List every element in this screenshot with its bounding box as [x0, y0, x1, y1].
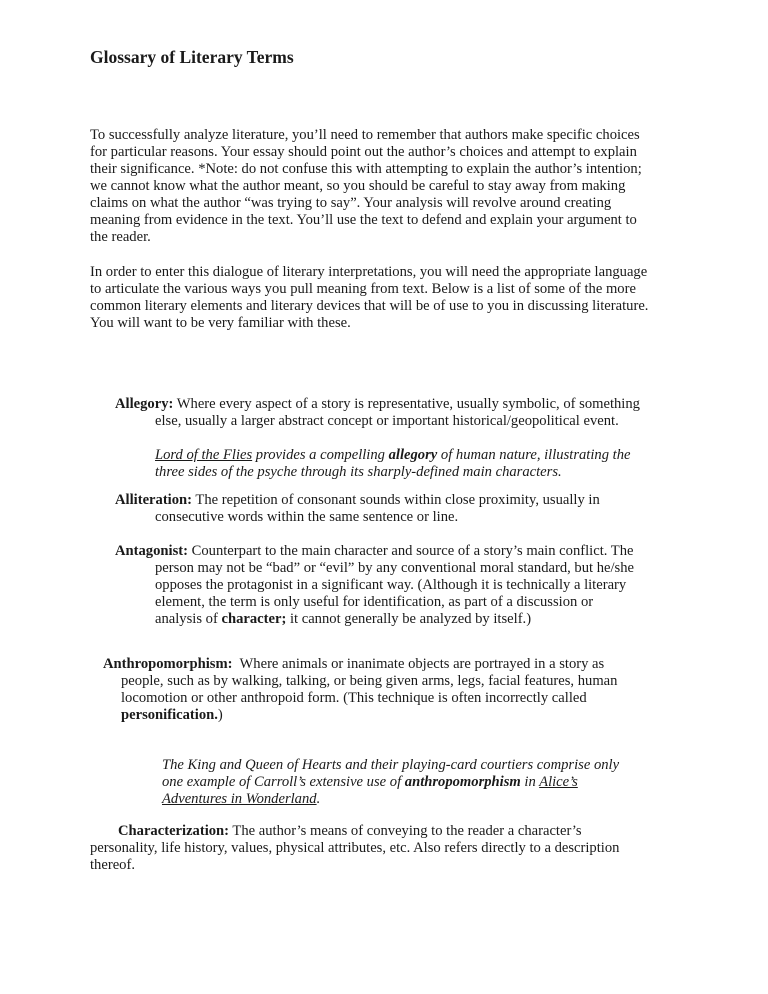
term-label: Alliteration: — [115, 492, 193, 508]
definition-text: analysis of — [155, 611, 222, 627]
definition-text: opposes the protagonist in a significant way. (Although it is technically a literary — [155, 577, 627, 593]
example-text: three sides of the psyche through its sharply-defined main characters. — [155, 464, 562, 480]
definition-text: ) — [217, 707, 223, 723]
text-line: common literary elements and literary devices that will be of use to you in discussing literature. — [90, 298, 649, 314]
term-label: Anthropomorphism: — [103, 656, 233, 672]
text-line: for particular reasons. Your essay should point out the author’s choices and attempt to explain — [90, 144, 637, 160]
example-text: The King and Queen of Hearts and their playing-card courtiers comprise only — [162, 757, 620, 773]
cross-reference-term: character; — [221, 611, 287, 627]
glossary-entry-alliteration — [115, 492, 600, 526]
work-title: Adventures in Wonderland — [162, 791, 317, 807]
definition-text: The author’s means of conveying to the reader a character’s — [229, 823, 582, 839]
text-line: In order to enter this dialogue of literary interpretations, you will need the appropriate language — [90, 264, 648, 280]
term-label: Characterization: — [118, 823, 230, 839]
work-title: Alice’s — [539, 774, 578, 790]
example-keyword: anthropomorphism — [404, 774, 521, 790]
text-line: their significance. *Note: do not confuse this with attempting to explain the author’s intention; — [90, 161, 642, 177]
glossary-entry-antagonist — [115, 543, 634, 628]
glossary-entry-characterization — [90, 823, 619, 874]
text-line: to articulate the various ways you pull meaning from text. Below is a list of some of the more — [90, 281, 636, 297]
definition-text: consecutive words within the same sentence or line. — [155, 509, 459, 525]
glossary-entry-allegory — [115, 396, 640, 430]
definition-text: personality, life history, values, physical attributes, etc. Also refers directly to a description — [90, 840, 620, 856]
text-line: claims on what the author “was trying to say”. Your analysis will revolve around creating — [90, 195, 612, 211]
definition-text: element, the term is only useful for identification, as part of a discussion or — [155, 594, 594, 610]
example-text: of human nature, illustrating the — [437, 447, 631, 463]
text-line: To successfully analyze literature, you’ll need to remember that authors make specific choices — [90, 127, 640, 143]
text-line: the reader. — [90, 229, 151, 245]
text-line: meaning from evidence in the text. You’ll use the text to defend and explain your argument to — [90, 212, 637, 228]
intro-paragraph-2 — [90, 264, 730, 332]
definition-text: Where animals or inanimate objects are portrayed in a story as — [232, 656, 605, 672]
example-anthropomorphism — [162, 757, 619, 808]
term-label: Allegory: — [115, 396, 174, 412]
definition-text: The repetition of consonant sounds within close proximity, usually in — [192, 492, 600, 508]
definition-text: locomotion or other anthropoid form. (This technique is often incorrectly called — [121, 690, 587, 706]
definition-text: Counterpart to the main character and source of a story’s main conflict. The — [187, 543, 634, 559]
text-line: You will want to be very familiar with these. — [90, 315, 351, 331]
term-label: Antagonist: — [115, 543, 188, 559]
definition-text: person may not be “bad” or “evil” by any conventional moral standard, but he/she — [155, 560, 635, 576]
definition-text: Where every aspect of a story is representative, usually symbolic, of something — [173, 396, 640, 412]
glossary-entry-anthropomorphism — [103, 656, 617, 724]
cross-reference-term: personification. — [121, 707, 218, 723]
text-line: we cannot know what the author meant, so you should be careful to stay away from making — [90, 178, 626, 194]
work-title: Lord of the Flies — [155, 447, 253, 463]
example-text: provides a compelling — [252, 447, 389, 463]
example-text: . — [316, 791, 321, 807]
intro-paragraph-1 — [90, 127, 730, 246]
definition-text: it cannot generally be analyzed by itself.) — [286, 611, 532, 627]
example-text: one example of Carroll’s extensive use of — [162, 774, 405, 790]
example-allegory — [155, 447, 630, 481]
example-text: in — [520, 774, 540, 790]
page-title: Glossary of Literary Terms — [90, 47, 294, 67]
definition-text: people, such as by walking, talking, or being given arms, legs, facial features, human — [121, 673, 618, 689]
definition-text: thereof. — [90, 857, 135, 873]
definition-text: else, usually a larger abstract concept or important historical/geopolitical event. — [155, 413, 619, 429]
example-keyword: allegory — [388, 447, 438, 463]
